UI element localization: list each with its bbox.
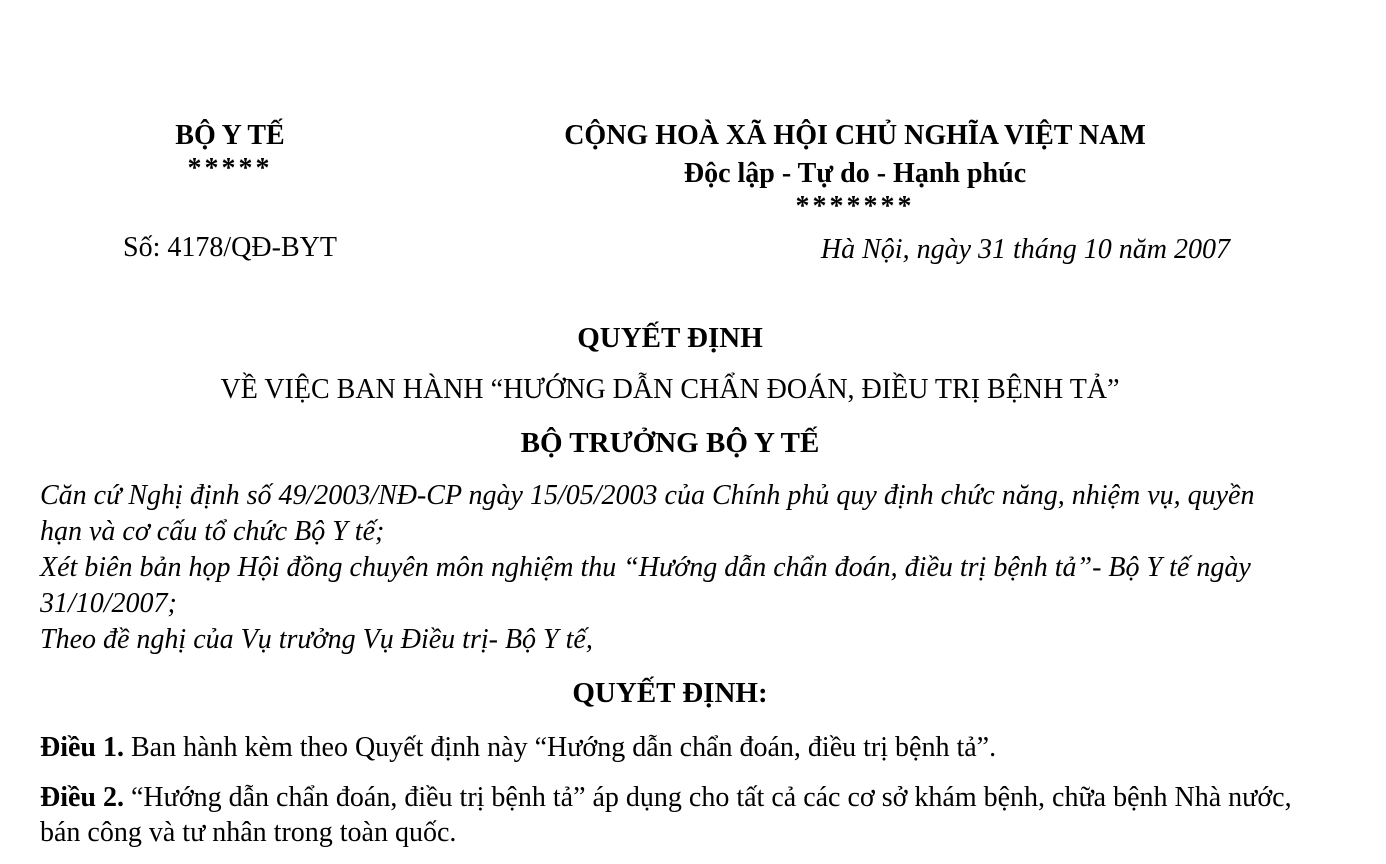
article-2-label: Điều 2. [40, 782, 124, 813]
country-title: CỘNG HOÀ XÃ HỘI CHỦ NGHĨA VIỆT NAM [564, 120, 1146, 151]
decision-heading: QUYẾT ĐỊNH: [572, 677, 768, 709]
article-2-text: “Hướng dẫn chẩn đoán, điều trị bệnh tả” áp dụng cho tất cả các cơ sở khám bệnh, chữa bệnh Nhà nước, bán công và tư nhân trong toàn quốc. [40, 782, 1292, 848]
document-subject: VỀ VIỆC BAN HÀNH “HƯỚNG DẪN CHẨN ĐOÁN, ĐIỀU TRỊ BỆNH TẢ” [220, 374, 1120, 405]
article-1-label: Điều 1. [40, 732, 124, 763]
document-number: Số: 4178/QĐ-BYT [123, 232, 337, 263]
article-1-text: Ban hành kèm theo Quyết định này “Hướng dẫn chẩn đoán, điều trị bệnh tả”. [131, 732, 997, 763]
preamble-section [40, 478, 1300, 658]
national-motto: Độc lập - Tự do - Hạnh phúc [683, 158, 1027, 189]
preamble-clause: Xét biên bản họp Hội đồng chuyên môn nghiệm thu “Hướng dẫn chẩn đoán, điều trị bệnh tả”- Bộ Y tế ngày 31/10/2007; [40, 552, 1251, 619]
document-title: QUYẾT ĐỊNH [577, 322, 763, 354]
place-dateline: Hà Nội, ngày 31 tháng 10 năm 2007 [820, 234, 1230, 265]
issuing-org-block [40, 118, 420, 268]
preamble-clause: Căn cứ Nghị định số 49/2003/NĐ-CP ngày 15/05/2003 của Chính phủ quy định chức năng, nhiệm vụ, quyền hạn và cơ cấu tổ chức Bộ Y tế; [40, 480, 1255, 547]
national-heading-block [470, 118, 1240, 268]
article-1 [40, 730, 1300, 765]
org-separator-stars: ***** [187, 153, 273, 184]
document-body [40, 320, 1300, 850]
motto-separator-stars: ******* [795, 191, 915, 222]
article-2 [40, 780, 1300, 850]
issuing-org-name: BỘ Y TẾ [175, 120, 285, 151]
issuing-authority-title: BỘ TRƯỞNG BỘ Y TẾ [520, 427, 820, 459]
preamble-clause: Theo đề nghị của Vụ trưởng Vụ Điều trị- Bộ Y tế, [40, 624, 593, 655]
document-header [0, 0, 1386, 268]
